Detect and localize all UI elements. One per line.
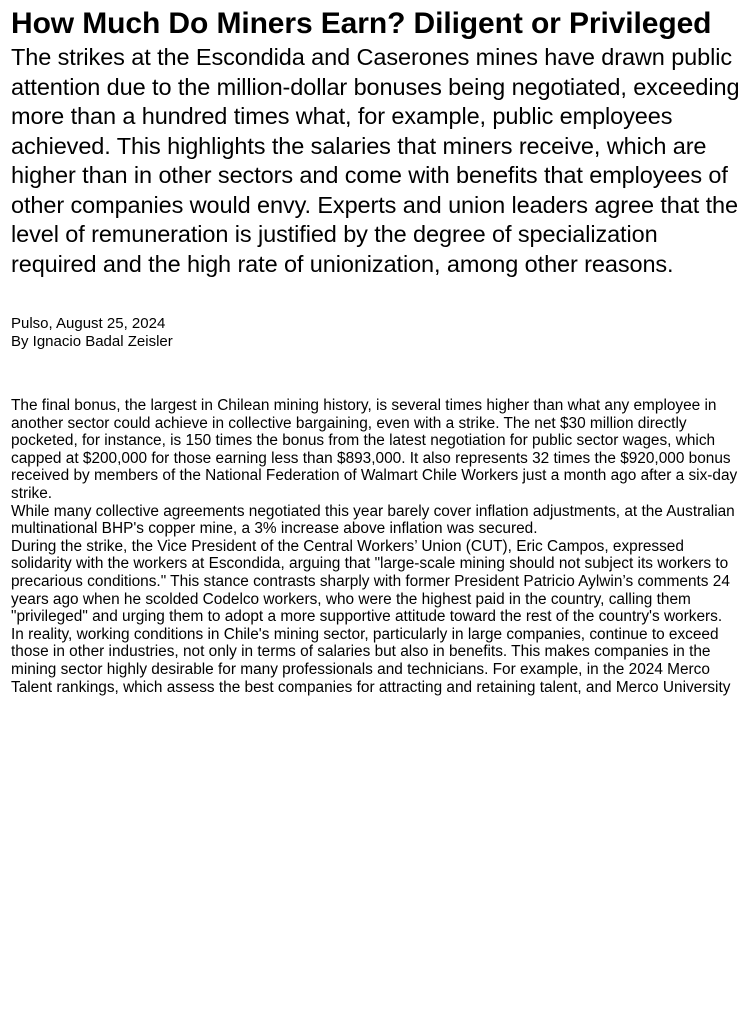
byline: By Ignacio Badal Zeisler: [11, 333, 173, 350]
article-meta: [11, 315, 740, 351]
article-body: [11, 397, 740, 696]
source-date: Pulso, August 25, 2024: [11, 315, 166, 332]
article-title: How Much Do Miners Earn? Diligent or Privileged: [11, 7, 712, 40]
body-paragraph: While many collective agreements negotiated this year barely cover inflation adjustments, at the Australian multinational BHP's copper mine, a 3% increase above inflation was secured.: [11, 502, 735, 538]
article-lede: The strikes at the Escondida and Caserones mines have drawn public attention due to the million-dollar bonuses being negotiated, exceeding more than a hundred times what, for example, public employees achieved. This highlights the salaries that miners receive, which are higher than in other sectors and come with benefits that employees of other companies would envy. Experts and union leaders agree that the level of remuneration is justified by the degree of specialization required and the high rate of unionization, among other reasons.: [11, 44, 740, 277]
body-paragraph: The final bonus, the largest in Chilean mining history, is several times higher than what any employee in another sector could achieve in collective bargaining, even with a strike. The net $30 million directly pocketed, for instance, is 150 times the bonus from the latest negotiation for public sector wages, which capped at $200,000 for those earning less than $893,000. It also represents 32 times the $920,000 bonus received by members of the National Federation of Walmart Chile Workers just a month ago after a six-day strike.: [11, 397, 738, 502]
body-paragraph: In reality, working conditions in Chile's mining sector, particularly in large companies, continue to exceed those in other industries, not only in terms of salaries but also in benefits. This makes companies in the mining sector highly desirable for many professionals and technicians. For example, in the 2024 Merco Talent rankings, which assess the best companies for attracting and retaining talent, and Merco University: [11, 625, 731, 696]
body-paragraph: During the strike, the Vice President of the Central Workers’ Union (CUT), Eric Campos, expressed solidarity with the workers at Escondida, arguing that "large-scale mining should not subject its workers to precarious conditions." This stance contrasts sharply with former President Patricio Aylwin’s comments 24 years ago when he scolded Codelco workers, who were the highest paid in the country, calling them "privileged" and urging them to adopt a more supportive attitude toward the rest of the country's workers.: [11, 537, 730, 626]
